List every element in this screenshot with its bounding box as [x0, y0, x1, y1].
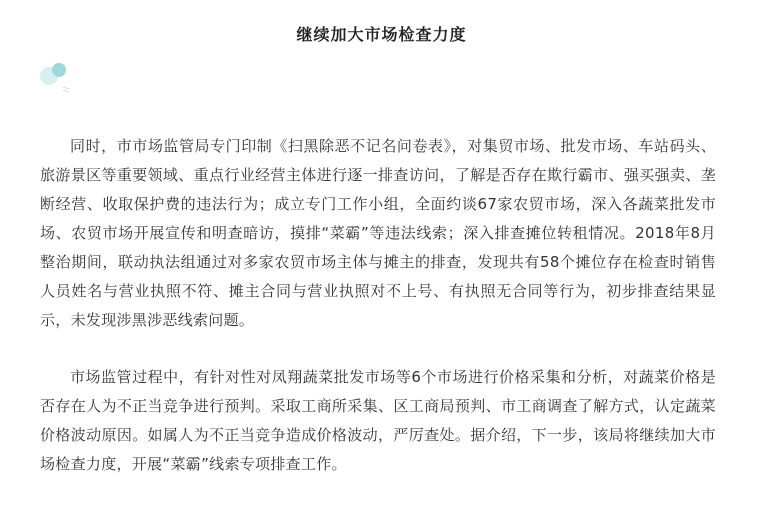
top-ornament-icon [58, 0, 72, 2]
article-title: 继续加大市场检查力度 [296, 25, 467, 44]
paragraph-inspection: 同时，市市场监管局专门印制《扫黑除恶不记名问卷表》，对集贸市场、批发市场、车站码头、旅游景区等重要领域、重点行业经营主体进行逐一排查访问，了解是否存在欺行霸市、强买强卖、垄断经营、收取保护费的违法行为；成立专门工作小组，全面约谈67家农贸市场，深入各蔬菜批发市场、农贸市场开展宣传和明查暗访，摸排“菜霸”等违法线索；深入排查摊位转租情况。2018年8月整治期间，联动执法组通过对多家农贸市场主体与摊主的排查，发现共有58个摊位存在检查时销售人员姓名与营业执照不符、摊主合同与营业执照对不上号、有执照无合同等行为，初步排查结果显示，未发现涉黑涉恶线索问题。 [40, 137, 716, 329]
article-body [40, 132, 716, 479]
bubbles-icon [38, 58, 78, 98]
paragraph-price-monitoring: 市场监管过程中，有针对性对凤翔蔬菜批发市场等6个市场进行价格采集和分析，对蔬菜价格是否存在人为不正当竞争进行预判。采取工商所采集、区工商局预判、市工商调查了解方式，认定蔬菜价格波动原因。如属人为不正当竞争造成价格波动，严厉查处。据介绍，下一步，该局将继续加大市场检查力度，开展“菜霸”线索专项排查工作。 [40, 368, 716, 473]
